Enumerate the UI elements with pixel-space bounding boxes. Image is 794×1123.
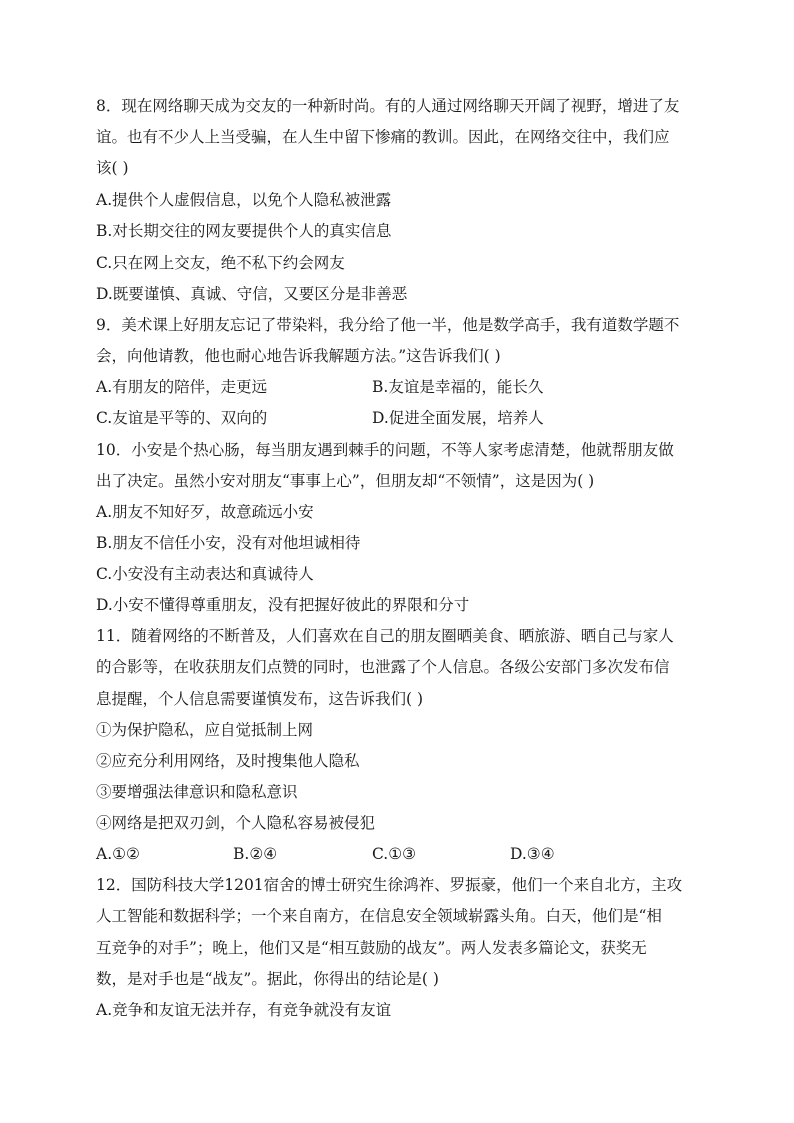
q11-option-a: A.①② — [96, 845, 140, 863]
q10-option-b: B.朋友不信任小安，没有对他坦诚相待 — [96, 534, 361, 552]
q8-stem-line-3: 该( ) — [96, 159, 129, 177]
q9-stem-line-1: 9．美术课上好朋友忘记了带染料，我分给了他一半，他是数学高手，我有道数学题不 — [96, 316, 680, 334]
q11-statement-4: ④网络是把双刃剑，个人隐私容易被侵犯 — [96, 814, 376, 832]
q11-statement-3: ③要增强法律意识和隐私意识 — [96, 783, 298, 801]
q12-stem-line-1: 12．国防科技大学1201宿舍的博士研究生徐鸿祚、罗振豪，他们一个来自北方，主攻 — [96, 876, 683, 894]
q10-stem-line-1: 10．小安是个热心肠，每当朋友遇到棘手的问题，不等人家考虑清楚，他就帮朋友做 — [96, 441, 674, 459]
q8-stem-line-1: 8．现在网络聊天成为交友的一种新时尚。有的人通过网络聊天开阔了视野，增进了友 — [96, 97, 680, 115]
q11-stem-line-3: 息提醒，个人信息需要谨慎发布，这告诉我们( ) — [96, 690, 424, 708]
q12-stem-line-3: 互竞争的对手”；晚上，他们又是“相互鼓励的战友”。两人发表多篇论文，获奖无 — [96, 939, 647, 957]
q11-stem-line-1: 11．随着网络的不断普及，人们喜欢在自己的朋友圈晒美食、晒旅游、晒自己与家人 — [96, 627, 674, 645]
q11-option-b: B.②④ — [233, 845, 278, 863]
q9-option-a: A.有朋友的陪伴，走更远 — [96, 378, 268, 396]
q9-option-d: D.促进全面发展，培养人 — [372, 409, 544, 427]
q9-option-c: C.友谊是平等的、双向的 — [96, 409, 268, 427]
q11-options-row — [96, 844, 706, 864]
q9-options-row-1 — [96, 377, 706, 397]
q11-stem-line-2: 的合影等，在收获朋友们点赞的同时，也泄露了个人信息。各级公安部门多次发布信 — [96, 658, 670, 676]
q11-statement-2: ②应充分利用网络，及时搜集他人隐私 — [96, 752, 360, 770]
q9-option-b: B.友谊是幸福的，能长久 — [372, 378, 544, 396]
q12-stem-line-2: 人工智能和数据科学；一个来自南方，在信息安全领域崭露头角。白天，他们是“相 — [96, 907, 662, 925]
q11-option-d: D.③④ — [510, 845, 555, 863]
q12-stem-line-4: 数，是对手也是“战友”。据此，你得出的结论是( ) — [96, 970, 439, 988]
q10-option-c: C.小安没有主动表达和真诚待人 — [96, 565, 314, 583]
q11-option-c: C.①③ — [372, 845, 417, 863]
q9-options-row-2 — [96, 408, 706, 428]
q10-option-a: A.朋友不知好歹，故意疏远小安 — [96, 503, 314, 521]
q11-statement-1: ①为保护隐私，应自觉抵制上网 — [96, 721, 314, 739]
q8-option-b: B.对长期交往的网友要提供个人的真实信息 — [96, 222, 392, 240]
q8-option-d: D.既要谨慎、真诚、守信，又要区分是非善恶 — [96, 285, 408, 303]
q8-option-c: C.只在网上交友，绝不私下约会网友 — [96, 254, 345, 272]
q12-option-a: A.竞争和友谊无法并存，有竞争就没有友谊 — [96, 1001, 392, 1019]
q8-stem-line-2: 谊。也有不少人上当受骗，在人生中留下惨痛的教训。因此，在网络交往中，我们应 — [96, 128, 670, 146]
q8-option-a: A.提供个人虚假信息，以免个人隐私被泄露 — [96, 191, 392, 209]
q9-stem-line-2: 会，向他请教，他也耐心地告诉我解题方法。”这告诉我们( ) — [96, 347, 501, 365]
q10-stem-line-2: 出了决定。虽然小安对朋友“事事上心”，但朋友却“不领情”，这是因为( ) — [96, 472, 595, 490]
q10-option-d: D.小安不懂得尊重朋友，没有把握好彼此的界限和分寸 — [96, 596, 470, 614]
